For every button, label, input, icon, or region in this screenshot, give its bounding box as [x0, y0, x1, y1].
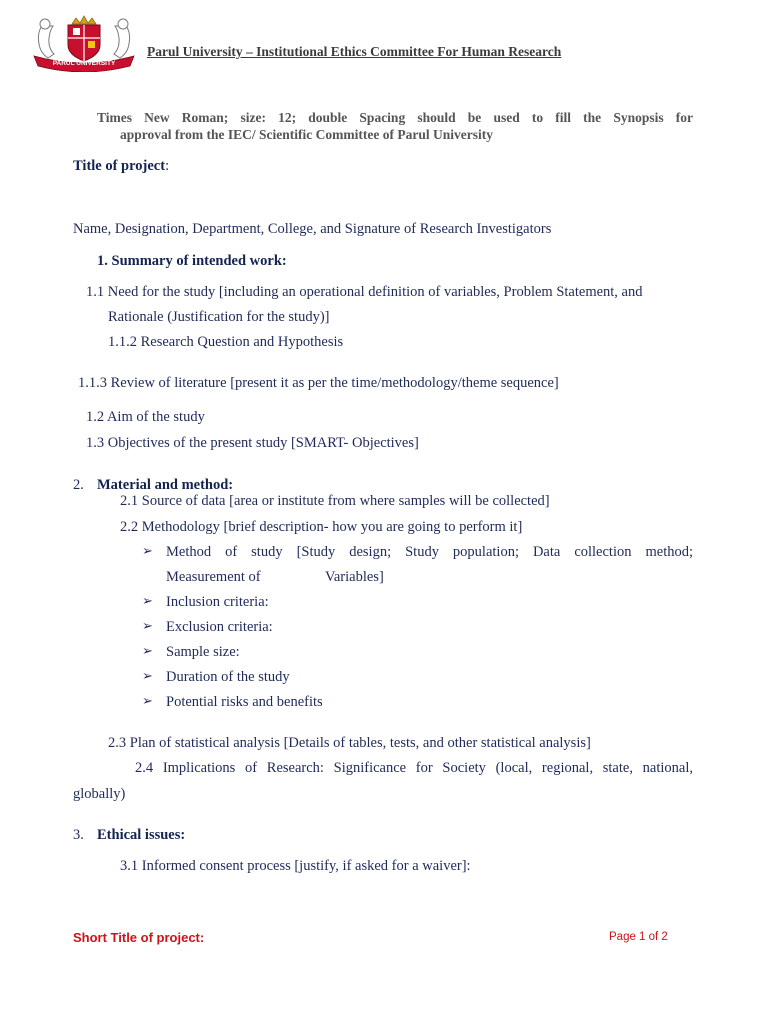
item-2-3: 2.3 Plan of statistical analysis [Details of tables, tests, and other statistical analysis] — [108, 735, 591, 751]
section-2-number: 2. — [73, 477, 84, 493]
instructions-line-1: Times New Roman; size: 12; double Spacing should be used to fill the Synopsis for — [97, 110, 693, 125]
footer-page-number: Page 1 of 2 — [609, 931, 668, 943]
item-1-1-2: 1.1.2 Research Question and Hypothesis — [108, 334, 344, 350]
bullet-arrow-icon: ➢ — [142, 543, 153, 558]
page-header-title: Parul University – Institutional Ethics Committee For Human Research — [147, 44, 562, 59]
bullet-arrow-icon: ➢ — [142, 643, 153, 658]
title-of-project-colon: : — [165, 158, 170, 174]
item-3-1: 3.1 Informed consent process [justify, if asked for a waiver]: — [120, 858, 471, 874]
investigators-line: Name, Designation, Department, College, and Signature of Research Investigators — [73, 221, 552, 237]
bullet-arrow-icon: ➢ — [142, 693, 153, 708]
section-3-heading: Ethical issues: — [97, 827, 186, 843]
bullet-sample-size: Sample size: — [166, 644, 240, 660]
item-1-1-line-1: 1.1 Need for the study [including an operational definition of variables, Problem Statement, and — [86, 284, 643, 300]
footer-short-title: Short Title of project: — [73, 930, 205, 945]
item-1-2: 1.2 Aim of the study — [86, 409, 205, 425]
bullet-method-line-2b: Variables] — [325, 569, 384, 585]
instructions-line-2: approval from the IEC/ Scientific Committee of Parul University — [120, 127, 493, 142]
bullet-method-line-2a: Measurement of — [166, 569, 261, 585]
logo-ribbon-text: PARUL UNIVERSITY — [52, 60, 116, 67]
bullet-inclusion: Inclusion criteria: — [166, 594, 269, 610]
item-2-2: 2.2 Methodology [brief description- how you are going to perform it] — [120, 519, 523, 535]
section-1-heading: 1. Summary of intended work: — [97, 253, 287, 269]
item-2-1: 2.1 Source of data [area or institute from where samples will be collected] — [120, 493, 550, 509]
title-of-project-label: Title of project — [73, 158, 166, 174]
item-2-4-line-2: globally) — [73, 786, 126, 802]
bullet-arrow-icon: ➢ — [142, 668, 153, 683]
item-1-3: 1.3 Objectives of the present study [SMART- Objectives] — [86, 435, 419, 451]
item-1-1-line-2: Rationale (Justification for the study)] — [108, 309, 330, 325]
item-1-1-3: 1.1.3 Review of literature [present it as per the time/methodology/theme sequence] — [78, 375, 559, 391]
bullet-exclusion: Exclusion criteria: — [166, 619, 273, 635]
bullet-arrow-icon: ➢ — [142, 593, 153, 608]
bullet-method-line-1: Method of study [Study design; Study population; Data collection method; — [166, 544, 693, 560]
bullet-risks-benefits: Potential risks and benefits — [166, 694, 323, 710]
section-2-heading: Material and method: — [97, 477, 234, 493]
bullet-arrow-icon: ➢ — [142, 618, 153, 633]
item-2-4-line-1: 2.4 Implications of Research: Significance for Society (local, regional, state, national, — [135, 760, 693, 776]
bullet-duration: Duration of the study — [166, 669, 290, 685]
title-of-project — [73, 157, 169, 175]
section-3-number: 3. — [73, 827, 84, 843]
parul-university-logo — [28, 14, 140, 72]
